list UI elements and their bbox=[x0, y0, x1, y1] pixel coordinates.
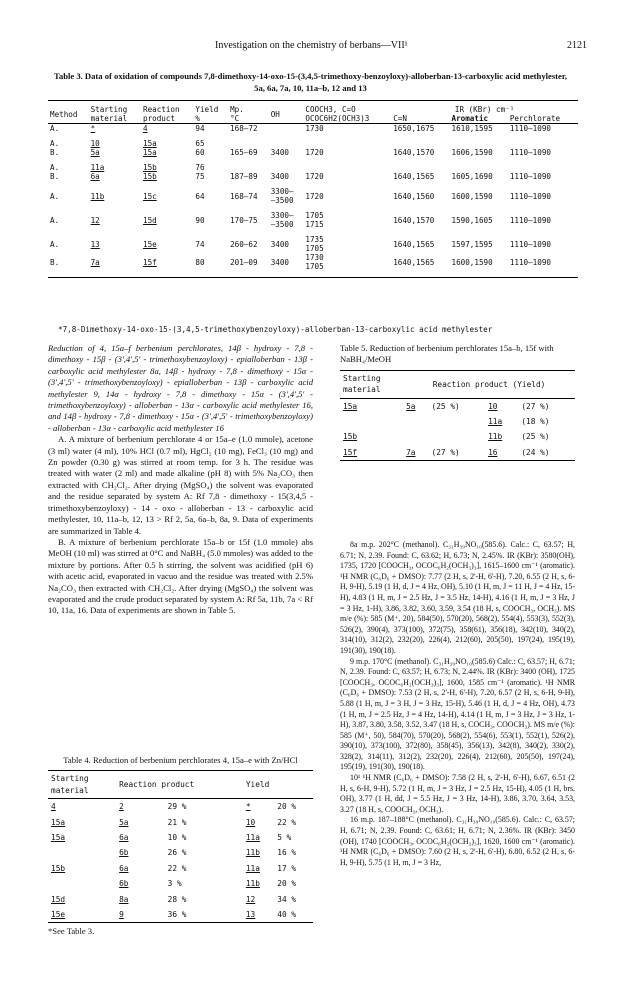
t5-cell: 5a bbox=[406, 401, 416, 411]
t3-cell-oh: 3400 bbox=[270, 172, 289, 181]
t3-cell-perchlorate: 1110–1090 bbox=[509, 148, 551, 157]
table3-footnote: *7,8-Dimethoxy-14-oxo-15-(3,4,5-trimethoxybenzoyloxy)-alloberban-13-carboxylic acid methylester bbox=[58, 325, 493, 334]
t3-cell-start: 11a bbox=[90, 163, 105, 172]
t3-cell-cooch: 1735 1705 bbox=[305, 235, 324, 253]
left-paragraph-b: B. A mixture of berbenium perchlorate 15a–b or 15f (1.0 mmole) abs MeOH (10 ml) was stirred at 0°C and NaBH₄ (5.0 mmoles) was added to the mixture by portions. After 0.5 h stirring, the solvent was acidified (pH 6) with acetic acid, evaporated in vacuo and the residue was treated with 2.5% Na₂CO₃ then extracted with CH₂Cl₂. After drying (MgSO₄) the solvent was evaporated and the crude product separated by system A: Rf 5a, 11b, 7a < Rf 10, 11a, 16. Data of experiments are shown in Table 5. bbox=[48, 536, 313, 616]
table4-row bbox=[48, 830, 313, 845]
t3-cell-oh: 3300– –3500 bbox=[270, 211, 294, 229]
t3-cell-start: 11b bbox=[90, 191, 105, 201]
t5-head-start bbox=[340, 370, 403, 398]
table3-row bbox=[48, 211, 578, 229]
t5-cell: 11b bbox=[488, 432, 503, 442]
t4-cell: 2 bbox=[119, 802, 124, 812]
t3-cell-mp: 170–75 bbox=[230, 215, 258, 225]
t3-cell-aromatic: 1610,1595 bbox=[451, 124, 493, 133]
right-paragraph-9: 9 m.p. 170°C (methanol). C₃₁H₃₉NO₁₀(585.6) Calc.: C, 63.57; H, 6.71; N, 2.39. Found: C, 63.57; H, 6.73; N, 2.44%. IR (KBr): 3400 (OH), 1725 [COOCH₃, OCOC₆H₂(OCH₃)₃], 1600, 1585 cm⁻¹ (aromatic). ¹H NMR (C₆D₆ + DMSO): 7.53 (2 H, s, 2'-H, 6'-H), 7.20, 6.57 (2 H, s, 6-H, 9-H), 5.88 (1 H, m, J = 3 H, J = 3 Hz, 15-H), 5.46 (1 H, d, J = 4 Hz, OH), 4.73 (1 H, m, J = 2.5 Hz, J = 4 Hz, 14-H), 4.14 (1 H, m, J = 3 Hz, J = 3 Hz, 1-H), 3.87, 3.80, 3.58, 3.52, 3.47 (18 H, s, COCH₃, COOCH₃). MS m/e (%): 585 (M⁺, 50), 584(70), 570(20), 568(2), 554(6), 553(1), 552(1), 526(2), 390(10), 373(100), 372(80), 358(45), 356(13), 342(8), 340(2), 330(2), 328(2), 314(11), 312(2), 232(20), 226(4), 212(60), 205(50), 197(24), 195(19), 191(30), 190(18). bbox=[340, 656, 575, 772]
table4-row bbox=[48, 907, 313, 923]
t3-cell-mp: 165–69 bbox=[230, 148, 258, 157]
t4-cell: 3 % bbox=[167, 879, 182, 889]
t3-cell-cooch: 1730 1705 bbox=[303, 253, 391, 278]
t3-cell-cooch: 1730 bbox=[305, 124, 324, 133]
t3-cell-mp: 168–72 bbox=[230, 124, 258, 133]
table3-row bbox=[48, 187, 578, 205]
left-heading-paragraph: Reduction of 4, 15a–f berbenium perchlorates, 14β - hydroxy - 7,8 - dimethoxy - 15β - (3',4',5' - trimethoxybenzoyloxy) - epialloberban - 13β - carboxylic acid methylester 8a, 14β - hydroxy - 7,8 - dimethoxy - 15α - (3',4',5' - trimethoxybenzoyloxy) - epialloberban - 13β - carboxylic acid methylester 9, 14α - hydroxy - 7,8 - dimethoxy - 15α - (3',4',5' - trimethoxybenzoyloxy) - alloberban - 13α - carboxylic acid methylester 16, and 14β - hydroxy - 7,8 - dimethoxy - 15α - (3',4',5' - trimethoxybenzoyloxy) - alloberban - 13α - carboxylic acid methylester 16 bbox=[48, 343, 313, 433]
t3-cell-yield: 75 bbox=[195, 172, 205, 181]
t3-cell-product: 15f bbox=[141, 253, 193, 278]
t4-cell: 28 % bbox=[167, 894, 187, 904]
th-method: Method bbox=[50, 109, 78, 119]
t4-cell: 6b bbox=[119, 848, 129, 858]
t3-cell-product: 15b bbox=[143, 172, 157, 181]
t3-cell-cn: 1640,1570 bbox=[393, 215, 435, 225]
t5-cell: (18 %) bbox=[521, 417, 550, 427]
t3-cell-oh: 3400 bbox=[270, 148, 289, 157]
table4-row bbox=[48, 892, 313, 907]
table5-row bbox=[340, 398, 575, 414]
t3-cell-oh bbox=[269, 163, 304, 172]
t3-cell-product: 15a bbox=[143, 139, 157, 148]
t5-cell: (24 %) bbox=[518, 445, 575, 461]
t4-head-start2: material bbox=[51, 785, 89, 795]
table4-row bbox=[48, 799, 313, 815]
table4-footnote: *See Table 3. bbox=[48, 926, 95, 937]
t3-cell-oh bbox=[269, 124, 304, 134]
t5-cell bbox=[403, 429, 428, 444]
t3-cell-method: B. bbox=[50, 172, 60, 181]
t4-head-start1: Starting bbox=[51, 774, 89, 784]
t3-cell-mp bbox=[228, 163, 269, 172]
t3-cell-method: A. bbox=[50, 239, 60, 249]
table3 bbox=[48, 100, 578, 278]
table4-body bbox=[48, 799, 313, 923]
t4-cell: 26 % bbox=[167, 848, 187, 858]
t3-cell-yield: 65 bbox=[195, 139, 205, 148]
t3-cell-oh bbox=[269, 139, 304, 148]
header-title: Investigation on the chemistry of berbans—VII¹ bbox=[215, 40, 408, 51]
t3-cell-method: A. bbox=[50, 163, 60, 172]
t4-head-yield: Yield bbox=[245, 780, 270, 790]
t3-cell-yield: 60 bbox=[195, 148, 205, 157]
table4-row bbox=[48, 815, 313, 830]
t3-cell-start: 7a bbox=[89, 253, 141, 278]
t4-cell: 13 bbox=[243, 907, 274, 923]
t5-head-start2: material bbox=[343, 385, 381, 395]
t5-cell: (25 %) bbox=[431, 401, 460, 411]
t3-cell-mp: 201–09 bbox=[228, 253, 269, 278]
table5-block bbox=[340, 343, 575, 461]
t3-cell-cn: 1640,1560 bbox=[393, 191, 435, 201]
t3-cell-aromatic: 1597,1595 bbox=[451, 239, 493, 249]
th-cn: C=N bbox=[393, 114, 407, 123]
t3-cell-perchlorate: 1110–1090 bbox=[509, 191, 551, 201]
t4-cell: * bbox=[245, 802, 251, 812]
th-yield1: Yield bbox=[195, 105, 219, 114]
t4-head-product: Reaction product bbox=[119, 780, 195, 790]
table4-block bbox=[48, 755, 313, 938]
t4-cell: 11a bbox=[245, 863, 260, 873]
th-cooch1: COOCH3, C=O bbox=[305, 105, 356, 114]
t3-cell-cn: 1640,1570 bbox=[393, 148, 435, 157]
t4-cell: 11b bbox=[245, 879, 260, 889]
th-start1: Starting bbox=[90, 105, 128, 114]
t3-cell-cooch: 1720 bbox=[305, 191, 324, 201]
table3-row bbox=[48, 139, 578, 148]
t4-cell: 11b bbox=[245, 848, 260, 858]
t3-cell-product: 15d bbox=[143, 215, 157, 225]
t3-cell-method: B. bbox=[50, 148, 60, 157]
th-oh: OH bbox=[270, 109, 280, 119]
t3-cell-aromatic: 1606,1590 bbox=[451, 148, 493, 157]
table4-row bbox=[48, 876, 313, 891]
table5-body bbox=[340, 398, 575, 461]
t4-cell: 9 bbox=[116, 907, 165, 923]
t4-cell: 22 % bbox=[167, 863, 187, 873]
t4-cell: 40 % bbox=[274, 907, 313, 923]
t3-cell-cn bbox=[391, 139, 449, 148]
t4-cell: 6b bbox=[119, 879, 129, 889]
right-column bbox=[340, 540, 575, 868]
t4-cell: 12 bbox=[245, 894, 256, 904]
t4-cell: 8a bbox=[119, 894, 129, 904]
t3-cell-yield: 90 bbox=[195, 215, 205, 225]
th-mp1: Mp. bbox=[230, 105, 244, 114]
th-prod1: Reaction bbox=[143, 105, 180, 114]
t5-cell bbox=[429, 429, 486, 444]
t3-cell-aromatic: 1590,1605 bbox=[451, 215, 493, 225]
th-mp2: °C bbox=[230, 114, 240, 123]
th-perch: Perchlorate bbox=[509, 114, 561, 123]
t3-cell-yield: 94 bbox=[195, 124, 205, 133]
t3-cell-aromatic bbox=[450, 163, 508, 172]
t3-cell-cn: 1640,1565 bbox=[393, 172, 435, 181]
t4-cell: 4 bbox=[51, 802, 56, 812]
table5-row bbox=[340, 429, 575, 444]
t4-cell: 22 % bbox=[277, 817, 297, 827]
table5-caption: Table 5. Reduction of berbenium perchlorates 15a–b, 15f with NaBH₄/MeOH bbox=[340, 343, 554, 365]
t3-cell-method: A. bbox=[50, 215, 60, 225]
t4-cell: 11a bbox=[245, 833, 260, 843]
t5-cell bbox=[429, 414, 486, 429]
left-column bbox=[48, 343, 313, 617]
table5-row bbox=[340, 414, 575, 429]
t3-cell-perchlorate bbox=[508, 139, 578, 148]
t4-cell: 15a bbox=[51, 833, 66, 843]
table3-header bbox=[48, 101, 578, 124]
t5-cell: 7a bbox=[403, 445, 428, 461]
t3-cell-aromatic: 1600,1590 bbox=[451, 191, 493, 201]
table3-row bbox=[48, 253, 578, 278]
t3-cell-cooch: 1705 1715 bbox=[305, 211, 324, 229]
t3-cell-mp: 168–74 bbox=[230, 191, 258, 201]
t5-cell: 11a bbox=[488, 417, 503, 427]
left-paragraph-a: A. A mixture of berbenium perchlorate 4 or 15a–e (1.0 mmole), acetone (3 ml) water (4 ml), 10% HCl (0.7 ml), HgCl₂ (10 mg), FeCl₃ (10 mg) and Zn powder (0.30 g) was stirred at room temp. for 3 h. The residue was treated with water (2 ml) and made alkaline (pH 8) with 5% Na₂CO₃ then extracted with CH₂Cl₂. After drying (MgSO₄) the solvent was evaporated and the residue separated by system A: Rf 7,8 - dimethoxy - 15(3,4,5 - trimethoxybenzoyloxy) - 14 - oxo - alloberban - 13 - carboxylic acid methylester, 10, 11a–b, 12, 13 > Rf 2, 5a, 6a–b, 8a, 9. Data of experiments are summarized in Table 4. bbox=[48, 434, 313, 536]
t3-cell-method: A. bbox=[50, 191, 60, 201]
t5-head-product: Reaction product (Yield) bbox=[432, 379, 546, 389]
th-prod2: product bbox=[143, 114, 176, 123]
t5-cell: (27 %) bbox=[429, 445, 486, 461]
right-paragraph-10: 10¹ ¹H NMR (C₆D₆ + DMSO): 7.58 (2 H, s, 2'-H, 6'-H), 6.67, 6.51 (2 H, s, 6-H, 9-H), 5.72 (1 H, m, J = 3 Hz, J = 2.5 Hz, 15-H), 4.05 (1 H, brs. OH), 3.77 (1 H, dd, J = 5.5 Hz, J = 3 Hz, 14-H), 3.86, 3.70, 3.64, 3.53, 3.27 (18 H, s, COOCH₃, OCH₃). bbox=[340, 773, 575, 814]
t4-cell: 21 % bbox=[167, 817, 187, 827]
table3-row bbox=[48, 163, 578, 172]
t3-cell-aromatic bbox=[450, 139, 508, 148]
table3-row bbox=[48, 235, 578, 253]
t4-cell: 16 % bbox=[277, 848, 297, 858]
th-arom: Aromatic bbox=[451, 114, 489, 123]
t4-cell: 15d bbox=[51, 894, 66, 904]
table3-caption: Table 3. Data of oxidation of compounds 7,8-dimethoxy-14-oxo-15-(3,4,5-trimethoxy-benzoyloxy)-alloberban-13-carboxylic acid methylester, 5a, 6a, 7a, 10, 11a–b, 12 and 13 bbox=[53, 71, 568, 93]
t4-cell bbox=[48, 876, 116, 891]
t3-cell-perchlorate: 1110–1090 bbox=[509, 215, 551, 225]
table3-row bbox=[48, 172, 578, 181]
t3-cell-cooch bbox=[303, 139, 391, 148]
t3-cell-start: * bbox=[90, 124, 96, 133]
t3-cell-product: 15c bbox=[143, 191, 157, 201]
t4-head-start bbox=[48, 771, 116, 799]
t4-cell: 36 % bbox=[165, 907, 243, 923]
table4 bbox=[48, 770, 313, 923]
t3-cell-aromatic: 1600,1590 bbox=[450, 253, 508, 278]
t3-cell-start: 5a bbox=[90, 148, 100, 157]
table4-row bbox=[48, 845, 313, 860]
t3-cell-perchlorate: 1110–1090 bbox=[509, 124, 551, 133]
t3-cell-method: B. bbox=[48, 253, 89, 278]
t4-cell bbox=[48, 845, 116, 860]
t3-cell-yield: 64 bbox=[195, 191, 205, 201]
t4-cell: 29 % bbox=[167, 802, 187, 812]
t4-cell: 20 % bbox=[277, 802, 297, 812]
t3-cell-start: 10 bbox=[90, 139, 100, 148]
t4-cell: 6a bbox=[119, 833, 129, 843]
t5-cell: (27 %) bbox=[521, 401, 550, 411]
t3-cell-mp: 187–89 bbox=[230, 172, 258, 181]
t3-cell-oh: 3300– –3500 bbox=[270, 187, 294, 205]
table3-body bbox=[48, 124, 578, 278]
t3-cell-method: A. bbox=[50, 139, 60, 148]
t3-cell-mp: 260–62 bbox=[230, 239, 258, 249]
t4-cell: 10 % bbox=[167, 833, 187, 843]
t5-cell bbox=[340, 414, 403, 429]
t3-cell-cn bbox=[391, 163, 449, 172]
th-yield2: % bbox=[195, 114, 200, 123]
t4-cell: 15e bbox=[48, 907, 116, 923]
t3-cell-cooch bbox=[303, 163, 391, 172]
t3-cell-oh: 3400 bbox=[270, 239, 289, 249]
t3-cell-mp bbox=[228, 139, 269, 148]
t5-cell: 15f bbox=[340, 445, 403, 461]
t3-cell-perchlorate: 1110–1090 bbox=[509, 239, 551, 249]
t3-cell-cooch: 1720 bbox=[305, 148, 324, 157]
t5-head-start1: Starting bbox=[343, 373, 381, 383]
t4-cell: 17 % bbox=[277, 863, 297, 873]
t4-cell: 5a bbox=[119, 817, 129, 827]
t5-cell: (25 %) bbox=[521, 432, 550, 442]
t5-cell: 15b bbox=[343, 432, 358, 442]
table4-caption: Table 4. Reduction of berbenium perchlorates 4, 15a–e with Zn/HCl bbox=[63, 755, 298, 765]
t4-cell: 15a bbox=[51, 817, 66, 827]
right-paragraph-16: 16 m.p. 187–188°C (methanol). C₃₁H₃₉NO₁₀(585.6). Calc.: C, 63.57; H, 6.71; N, 2.39. Found: C, 63.61; H, 6.71; N, 2.36%. IR (KBr): 3450 (OH), 1740 [COOCH₃, OCOC₆H₂(OCH₃)₃], 1620, 1600 cm⁻¹ (aromatic). ¹H NMR (C₆D₆ + DMSO): 7.60 (2 H, s, 2'-H, 6'-H), 6.80, 6.52 (2 H, s, 6-H, 9-H), 5.75 (1 H, m, J = 3 Hz, bbox=[340, 815, 575, 867]
t3-cell-cooch: 1720 bbox=[305, 172, 324, 181]
t3-cell-start: 12 bbox=[90, 215, 100, 225]
t3-cell-product: 15a bbox=[143, 148, 157, 157]
t3-cell-cn: 1640,1565 bbox=[391, 253, 449, 278]
t3-cell-perchlorate: 1110–1090 bbox=[508, 253, 578, 278]
page-number: 2121 bbox=[567, 40, 587, 51]
t3-cell-oh: 3400 bbox=[269, 253, 304, 278]
th-cooch2: OCOC6H2(OCH3)3 bbox=[305, 114, 370, 123]
t3-cell-method: A. bbox=[50, 124, 60, 133]
t4-cell: 10 bbox=[245, 817, 256, 827]
table4-row bbox=[48, 861, 313, 876]
t3-cell-start: 6a bbox=[90, 172, 100, 181]
table5 bbox=[340, 370, 575, 461]
t4-cell: 34 % bbox=[277, 894, 297, 904]
t3-cell-cn: 1640,1565 bbox=[393, 239, 435, 249]
t4-cell: 5 % bbox=[277, 833, 292, 843]
t3-cell-product: 15b bbox=[143, 163, 157, 172]
t3-cell-aromatic: 1605,1690 bbox=[451, 172, 493, 181]
t3-cell-perchlorate: 1110–1090 bbox=[509, 172, 551, 181]
t3-cell-yield: 74 bbox=[195, 239, 205, 249]
right-paragraph-8a: 8a m.p. 202°C (methanol). C₃₁H₃₉NO₁₀(585.6). Calc.: C, 63.57; H, 6.71; N, 2.39. Found: C, 63.62; H, 6.73; N, 2.45%. IR (KBr): 3580(OH), 1735, 1720 [COOCH₃, OCOC₆H₂(OCH₃)₃], 1615–1600 cm⁻¹ (aromatic). ¹H NMR (C₆D₆ + DMSO): 7.77 (2 H, s, 2'-H, 6'-H), 7.20, 6.55 (2 H, s, 6-H, 9-H), 5.19 (1 H, d, J = 4 Hz, OH), 5.10 (1 H, m, J = 11 H, J = 4 Hz, 15-H), 4.83 (1 H, m, J = 2.5 Hz, J = 3.5 Hz, 14-H), 4.16 (1 H, m, J = 3 Hz, J = 3 Hz, 1-H), 3.86, 3.82, 3.60, 3.59, 3.54 (18 H, s, COOCH₃, OCH₃). MS m/e (%): 585 (M⁺, 20), 584(50), 570(20), 568(2), 554(4), 553(3), 552(3), 526(2), 390(4), 373(100), 372(75), 358(61), 356(18), 342(10), 340(2), 314(10), 312(2), 232(20), 226(4), 212(60), 205(50), 197(24), 195(19), 191(30), 190(18). bbox=[340, 540, 575, 655]
t3-cell-yield: 80 bbox=[193, 253, 228, 278]
table3-row bbox=[48, 124, 578, 134]
t5-cell: 15a bbox=[343, 401, 358, 411]
table3-row bbox=[48, 148, 578, 157]
t4-cell: 15b bbox=[51, 863, 66, 873]
th-ir: IR (KBr) cm⁻¹ bbox=[454, 105, 515, 114]
t5-cell bbox=[403, 414, 428, 429]
t3-cell-yield: 76 bbox=[195, 163, 205, 172]
t3-cell-product: 15e bbox=[143, 239, 157, 249]
t4-cell: 6a bbox=[119, 863, 129, 873]
t3-cell-cn: 1650,1675 bbox=[393, 124, 435, 133]
t3-cell-perchlorate bbox=[508, 163, 578, 172]
t4-cell: 20 % bbox=[277, 879, 297, 889]
t3-cell-product: 4 bbox=[143, 124, 148, 133]
t5-cell: 16 bbox=[485, 445, 518, 461]
t5-cell: 10 bbox=[488, 401, 498, 411]
table5-row bbox=[340, 445, 575, 461]
th-start2: material bbox=[90, 114, 128, 123]
t3-cell-start: 13 bbox=[90, 239, 100, 249]
